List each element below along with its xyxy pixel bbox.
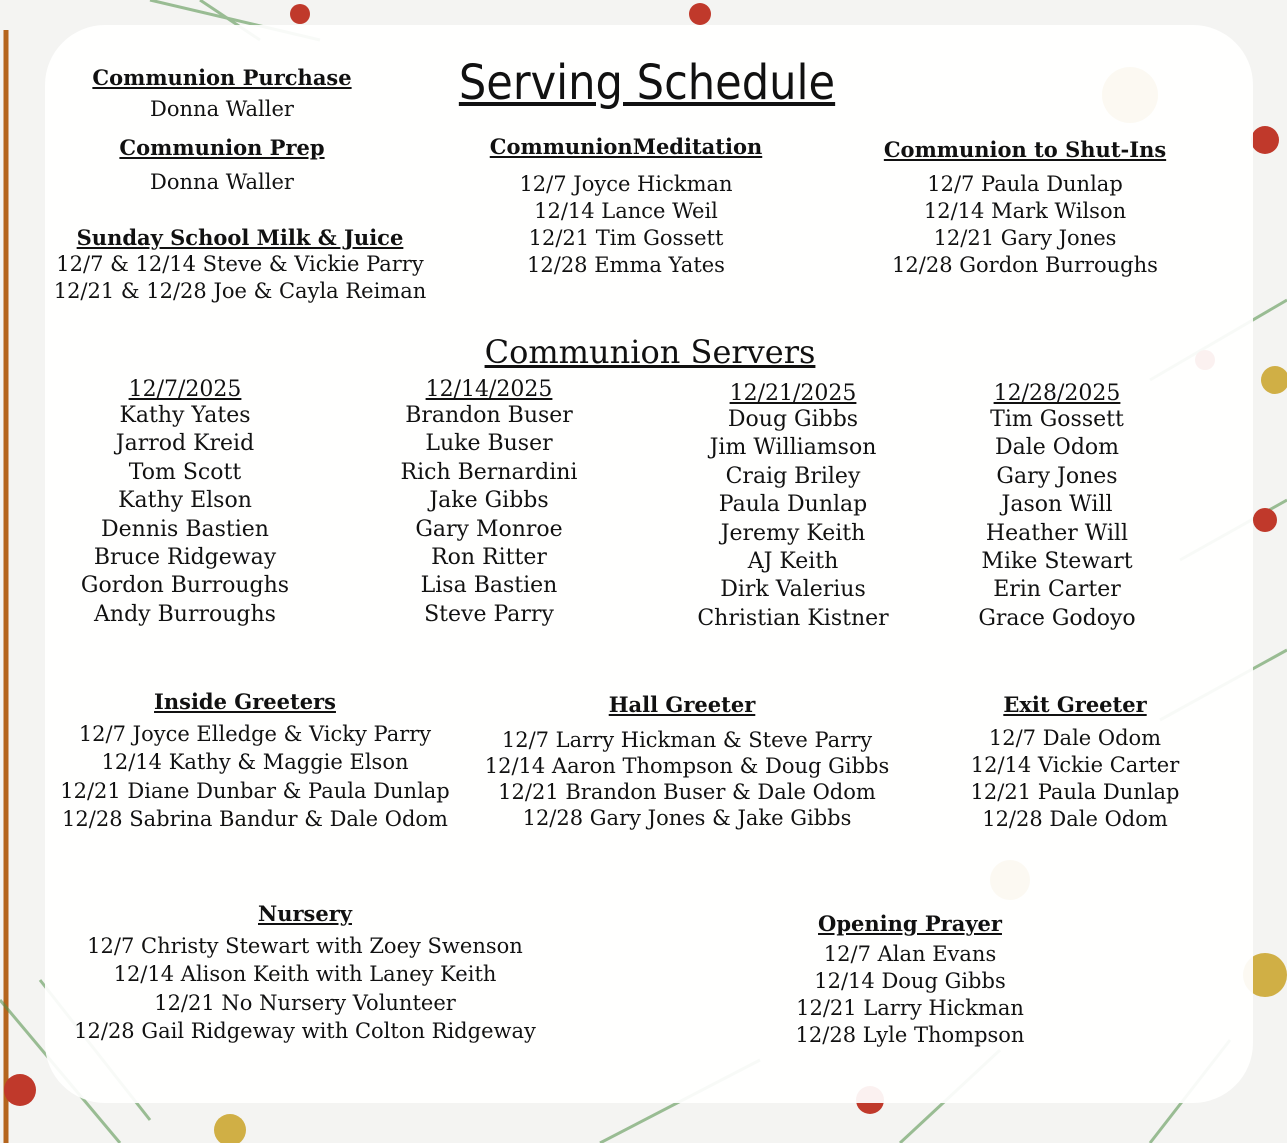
list-item: 12/14 Aaron Thompson & Doug Gibbs xyxy=(484,754,890,778)
list-item: Brandon Buser xyxy=(405,403,573,428)
server-date: 12/7/2025 xyxy=(128,377,242,402)
list-item: 12/14 Mark Wilson xyxy=(923,199,1127,223)
list-item: 12/14 Kathy & Maggie Elson xyxy=(101,750,409,775)
list-item: 12/14 Vickie Carter xyxy=(970,753,1180,777)
server-date: 12/21/2025 xyxy=(729,381,857,406)
list-item: Lisa Bastien xyxy=(420,573,558,599)
list-item: Dirk Valerius xyxy=(720,577,866,603)
list-item: Jake Gibbs xyxy=(429,488,549,514)
list-item: Heather Will xyxy=(985,520,1129,546)
list-item: Mike Stewart xyxy=(981,549,1133,575)
list-item: Rich Bernardini xyxy=(400,459,578,485)
list-item: 12/28 Lyle Thompson xyxy=(795,1023,1025,1047)
list-item: 12/21 Tim Gossett xyxy=(528,226,724,250)
server-column-3 xyxy=(673,381,913,633)
list-item: 12/21 Gary Jones xyxy=(933,226,1117,250)
list-item: 12/14 Doug Gibbs xyxy=(814,969,1006,993)
servers-heading: Communion Servers xyxy=(484,333,816,371)
list-item: Bruce Ridgeway xyxy=(93,545,277,571)
list-item: AJ Keith xyxy=(747,549,839,575)
list-item: 12/28 Gary Jones & Jake Gibbs xyxy=(522,806,852,830)
list-item: 12/7 Paula Dunlap xyxy=(927,172,1123,196)
list-item: 12/7 & 12/14 Steve & Vickie Parry xyxy=(56,252,424,276)
list-item: Jarrod Kreid xyxy=(115,431,255,457)
server-date: 12/14/2025 xyxy=(425,377,553,402)
list-item: Erin Carter xyxy=(993,577,1121,603)
communion-purchase-name: Donna Waller xyxy=(150,97,294,121)
list-item: Ron Ritter xyxy=(431,545,547,571)
list-item: Jim Williamson xyxy=(709,435,877,461)
server-date: 12/28/2025 xyxy=(993,381,1121,406)
list-item: 12/7 Christy Stewart with Zoey Swenson xyxy=(87,934,523,958)
opening-prayer-list xyxy=(760,941,1060,1049)
list-item: Tom Scott xyxy=(128,459,242,485)
list-item: Grace Godoyo xyxy=(978,605,1136,631)
hall-greeter-heading: Hall Greeter xyxy=(608,692,756,717)
list-item: Andy Burroughs xyxy=(94,601,276,627)
meditation-heading: CommunionMeditation xyxy=(489,134,763,159)
list-item: Dennis Bastien xyxy=(101,516,269,542)
list-item: Dale Odom xyxy=(994,435,1120,461)
opening-prayer-heading: Opening Prayer xyxy=(818,911,1002,936)
list-item: Christian Kistner xyxy=(697,605,889,631)
exit-greeter-heading: Exit Greeter xyxy=(1003,692,1147,717)
exit-greeter-list xyxy=(925,725,1225,833)
list-item: 12/28 Emma Yates xyxy=(527,253,725,277)
list-item: 12/28 Gail Ridgeway with Colton Ridgeway xyxy=(74,1018,536,1043)
communion-prep-heading: Communion Prep xyxy=(119,135,325,160)
server-column-1 xyxy=(65,377,305,629)
list-item: 12/21 Brandon Buser & Dale Odom xyxy=(498,780,876,804)
list-item: 12/7 Larry Hickman & Steve Parry xyxy=(501,728,873,752)
list-item: 12/28 Dale Odom xyxy=(982,807,1168,831)
list-item: Tim Gossett xyxy=(990,407,1124,432)
inside-greeters-list xyxy=(45,720,465,833)
list-item: Craig Briley xyxy=(725,463,861,489)
list-item: Doug Gibbs xyxy=(727,407,859,432)
list-item: Kathy Yates xyxy=(119,403,251,428)
list-item: 12/7 Alan Evans xyxy=(823,942,997,966)
inside-greeters-heading: Inside Greeters xyxy=(154,689,336,714)
communion-prep-name: Donna Waller xyxy=(150,170,294,194)
meditation-list xyxy=(476,171,776,279)
list-item: Gary Jones xyxy=(996,463,1118,489)
page-title: Serving Schedule xyxy=(458,55,836,111)
hall-greeter-list xyxy=(472,727,902,831)
list-item: Jason Will xyxy=(1001,492,1113,518)
list-item: 12/7 Dale Odom xyxy=(988,726,1162,750)
list-item: 12/21 Larry Hickman xyxy=(796,996,1024,1020)
nursery-heading: Nursery xyxy=(258,901,352,926)
nursery-list xyxy=(60,932,550,1045)
sunday-school-heading: Sunday School Milk & Juice xyxy=(76,225,404,250)
server-column-2 xyxy=(369,377,609,629)
list-item: 12/21 & 12/28 Joe & Cayla Reiman xyxy=(53,279,427,303)
list-item: 12/21 No Nursery Volunteer xyxy=(154,990,456,1015)
sunday-school-list xyxy=(45,251,435,305)
list-item: 12/21 Diane Dunbar & Paula Dunlap xyxy=(60,778,450,803)
communion-purchase-heading: Communion Purchase xyxy=(92,65,352,90)
list-item: 12/7 Joyce Hickman xyxy=(519,172,733,196)
list-item: Paula Dunlap xyxy=(718,492,868,518)
list-item: Kathy Elson xyxy=(118,488,252,514)
list-item: 12/14 Alison Keith with Laney Keith xyxy=(113,962,497,987)
list-item: 12/28 Sabrina Bandur & Dale Odom xyxy=(62,806,448,831)
list-item: Steve Parry xyxy=(424,601,554,627)
list-item: Gordon Burroughs xyxy=(80,573,290,599)
shut-ins-list xyxy=(875,171,1175,279)
list-item: Luke Buser xyxy=(425,431,553,457)
list-item: Jeremy Keith xyxy=(720,520,866,546)
shut-ins-heading: Communion to Shut-Ins xyxy=(883,137,1167,162)
list-item: 12/21 Paula Dunlap xyxy=(970,780,1180,804)
server-column-4 xyxy=(937,381,1177,633)
list-item: 12/28 Gordon Burroughs xyxy=(892,253,1158,277)
list-item: Gary Monroe xyxy=(415,516,563,542)
list-item: 12/7 Joyce Elledge & Vicky Parry xyxy=(78,722,432,746)
list-item: 12/14 Lance Weil xyxy=(534,199,718,223)
